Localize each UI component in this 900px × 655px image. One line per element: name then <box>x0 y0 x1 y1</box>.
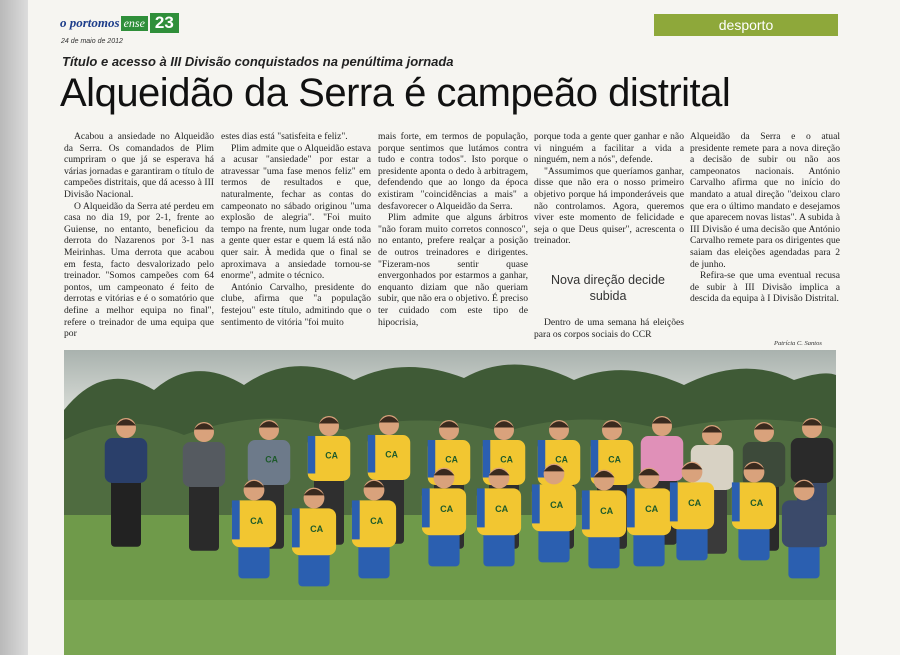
paragraph: porque toda a gente quer ganhar e não vi ninguém a facilitar a vida a ninguém, nem a nós", defende. <box>534 131 684 166</box>
text-column-5 <box>690 131 840 331</box>
shirt-sponsor-label: CA <box>370 515 384 526</box>
article-headline: Alqueidão da Serra é campeão distrital <box>60 71 731 115</box>
shirt-sponsor-label: CA <box>495 503 509 514</box>
paragraph: Alqueidão da Serra e o atual presidente remete para a nova direção a decisão de subir ou não aos campeonatos nacionais. António Carvalho afirma que no início do mandato a atual direção "deixou claro que era o último mandato e desejamos que aparecem novas listas". A subida à III Divisão é uma decisão que António Carvalho remete para os dirigentes que saiam das eleições agendadas para 2 de junho. <box>690 131 840 270</box>
masthead-name: o portomos <box>60 15 120 30</box>
shirt-sponsor-label: CA <box>250 515 264 526</box>
shirt-sponsor-label: CA <box>325 450 338 461</box>
article-kicker: Título e acesso à III Divisão conquistados na penúltima jornada <box>62 54 454 69</box>
text-column-2 <box>221 131 371 351</box>
issue-date: 24 de maio de 2012 <box>61 38 123 45</box>
shirt-sponsor-label: CA <box>555 454 568 465</box>
photo-credit: Patrícia C. Santos <box>774 340 822 347</box>
paragraph: estes dias está "satisfeita e feliz". <box>221 131 348 142</box>
page-gutter <box>0 0 28 655</box>
shirt-sponsor-label: CA <box>750 497 764 508</box>
shirt-sponsor-label: CA <box>310 523 324 534</box>
section-label: desporto <box>654 14 838 36</box>
team-photo <box>64 350 836 655</box>
paragraph: mais forte, em termos de população, porque sentimos que lutámos contra tudo e contra todos". Isto porque o presidente aponta o dedo à arbitragem, defendendo que ao longo da época existiram "coincidências a mais" a desfavorecer o Alqueidão da Serra. <box>378 131 528 212</box>
shirt-sponsor-label: CA <box>440 503 454 514</box>
paragraph: Refira-se que uma eventual recusa de subir à III Divisão implica a descida da equipa à I Divisão Distrital. <box>690 270 840 305</box>
shirt-sponsor-label: CA <box>600 505 614 516</box>
masthead-tag: ense <box>121 16 148 31</box>
shirt-sponsor-label: CA <box>550 499 564 510</box>
article-subhead: Nova direção decide subida <box>551 273 665 303</box>
team-photo-illustration <box>64 350 836 655</box>
page-number: 23 <box>150 13 179 33</box>
shirt-sponsor-label: CA <box>688 497 702 508</box>
shirt-sponsor-label: CA <box>608 454 621 465</box>
text-column-1 <box>64 131 214 351</box>
masthead <box>60 13 179 33</box>
shirt-sponsor-label: CA <box>500 454 513 465</box>
text-column-4-continued <box>534 317 684 340</box>
paragraph: O Alqueidão da Serra até perdeu em casa no dia 19, por 2-1, frente ao Guiense, no entanto, beneficiou da derrota do Nazarenos por 3-1 nas Meirinhas. Uma derrota que acabou em festa, facto desvalorizado pelo treinador. "Somos campeões com 64 pontos, um campeonato é feito de derrotas e vitórias e é o somatório que define a melhor equipa no final", refere o treinador de uma equipa que por <box>64 200 214 340</box>
paragraph: António Carvalho, presidente do clube, afirma que "a população festejou" este título, admitindo que o sentimento de vitória "foi muito <box>221 281 371 328</box>
paragraph: Plim admite que o Alqueidão estava a acusar "ansiedade" por estar a atravessar "uma fase menos feliz" em termos de resultados e que, naturalmente, fechar as contas do campeonato no sábado originou "uma explosão de alegria". "Foi muito tempo na frente, num lugar onde toda a gente quer estar e quem lá está não quer sair. À medida que o final se aproximava a ansiedade tornou-se enorme", admite o técnico. <box>221 142 371 282</box>
paragraph: Acabou a ansiedade no Alqueidão da Serra. Os comandados de Plim cumpriram o que já se esperava há várias jornadas e garantiram o título de campeões distritais, que dá acesso à III Divisão Nacional. <box>64 131 214 200</box>
paragraph: "Assumimos que queríamos ganhar, disse que não era o nosso primeiro objetivo porque há imponderáveis que não controlamos. Agora, queremos viver este momento de felicidade e seja o que Deus quiser", acrescenta o treinador. <box>534 165 684 247</box>
text-column-3 <box>378 131 528 351</box>
shirt-sponsor-label: CA <box>645 503 659 514</box>
shirt-sponsor-label: CA <box>265 454 278 465</box>
shirt-sponsor-label: CA <box>445 454 458 465</box>
shirt-sponsor-label: CA <box>385 449 398 460</box>
paragraph: Plim admite que alguns árbitros "não foram muito corretos connosco", no entanto, prefere realçar a posição de outros treinadores e dirigentes. "Fizeram-nos sentir quase envergonhados por estarmos a ganhar, enquanto diziam que não queriam subir, que não era o objetivo. É preciso ter cuidado com este tipo de hipocrisia, <box>378 212 528 328</box>
newspaper-page <box>28 0 900 655</box>
paragraph: Dentro de uma semana há eleições para os corpos sociais do CCR <box>534 317 684 340</box>
